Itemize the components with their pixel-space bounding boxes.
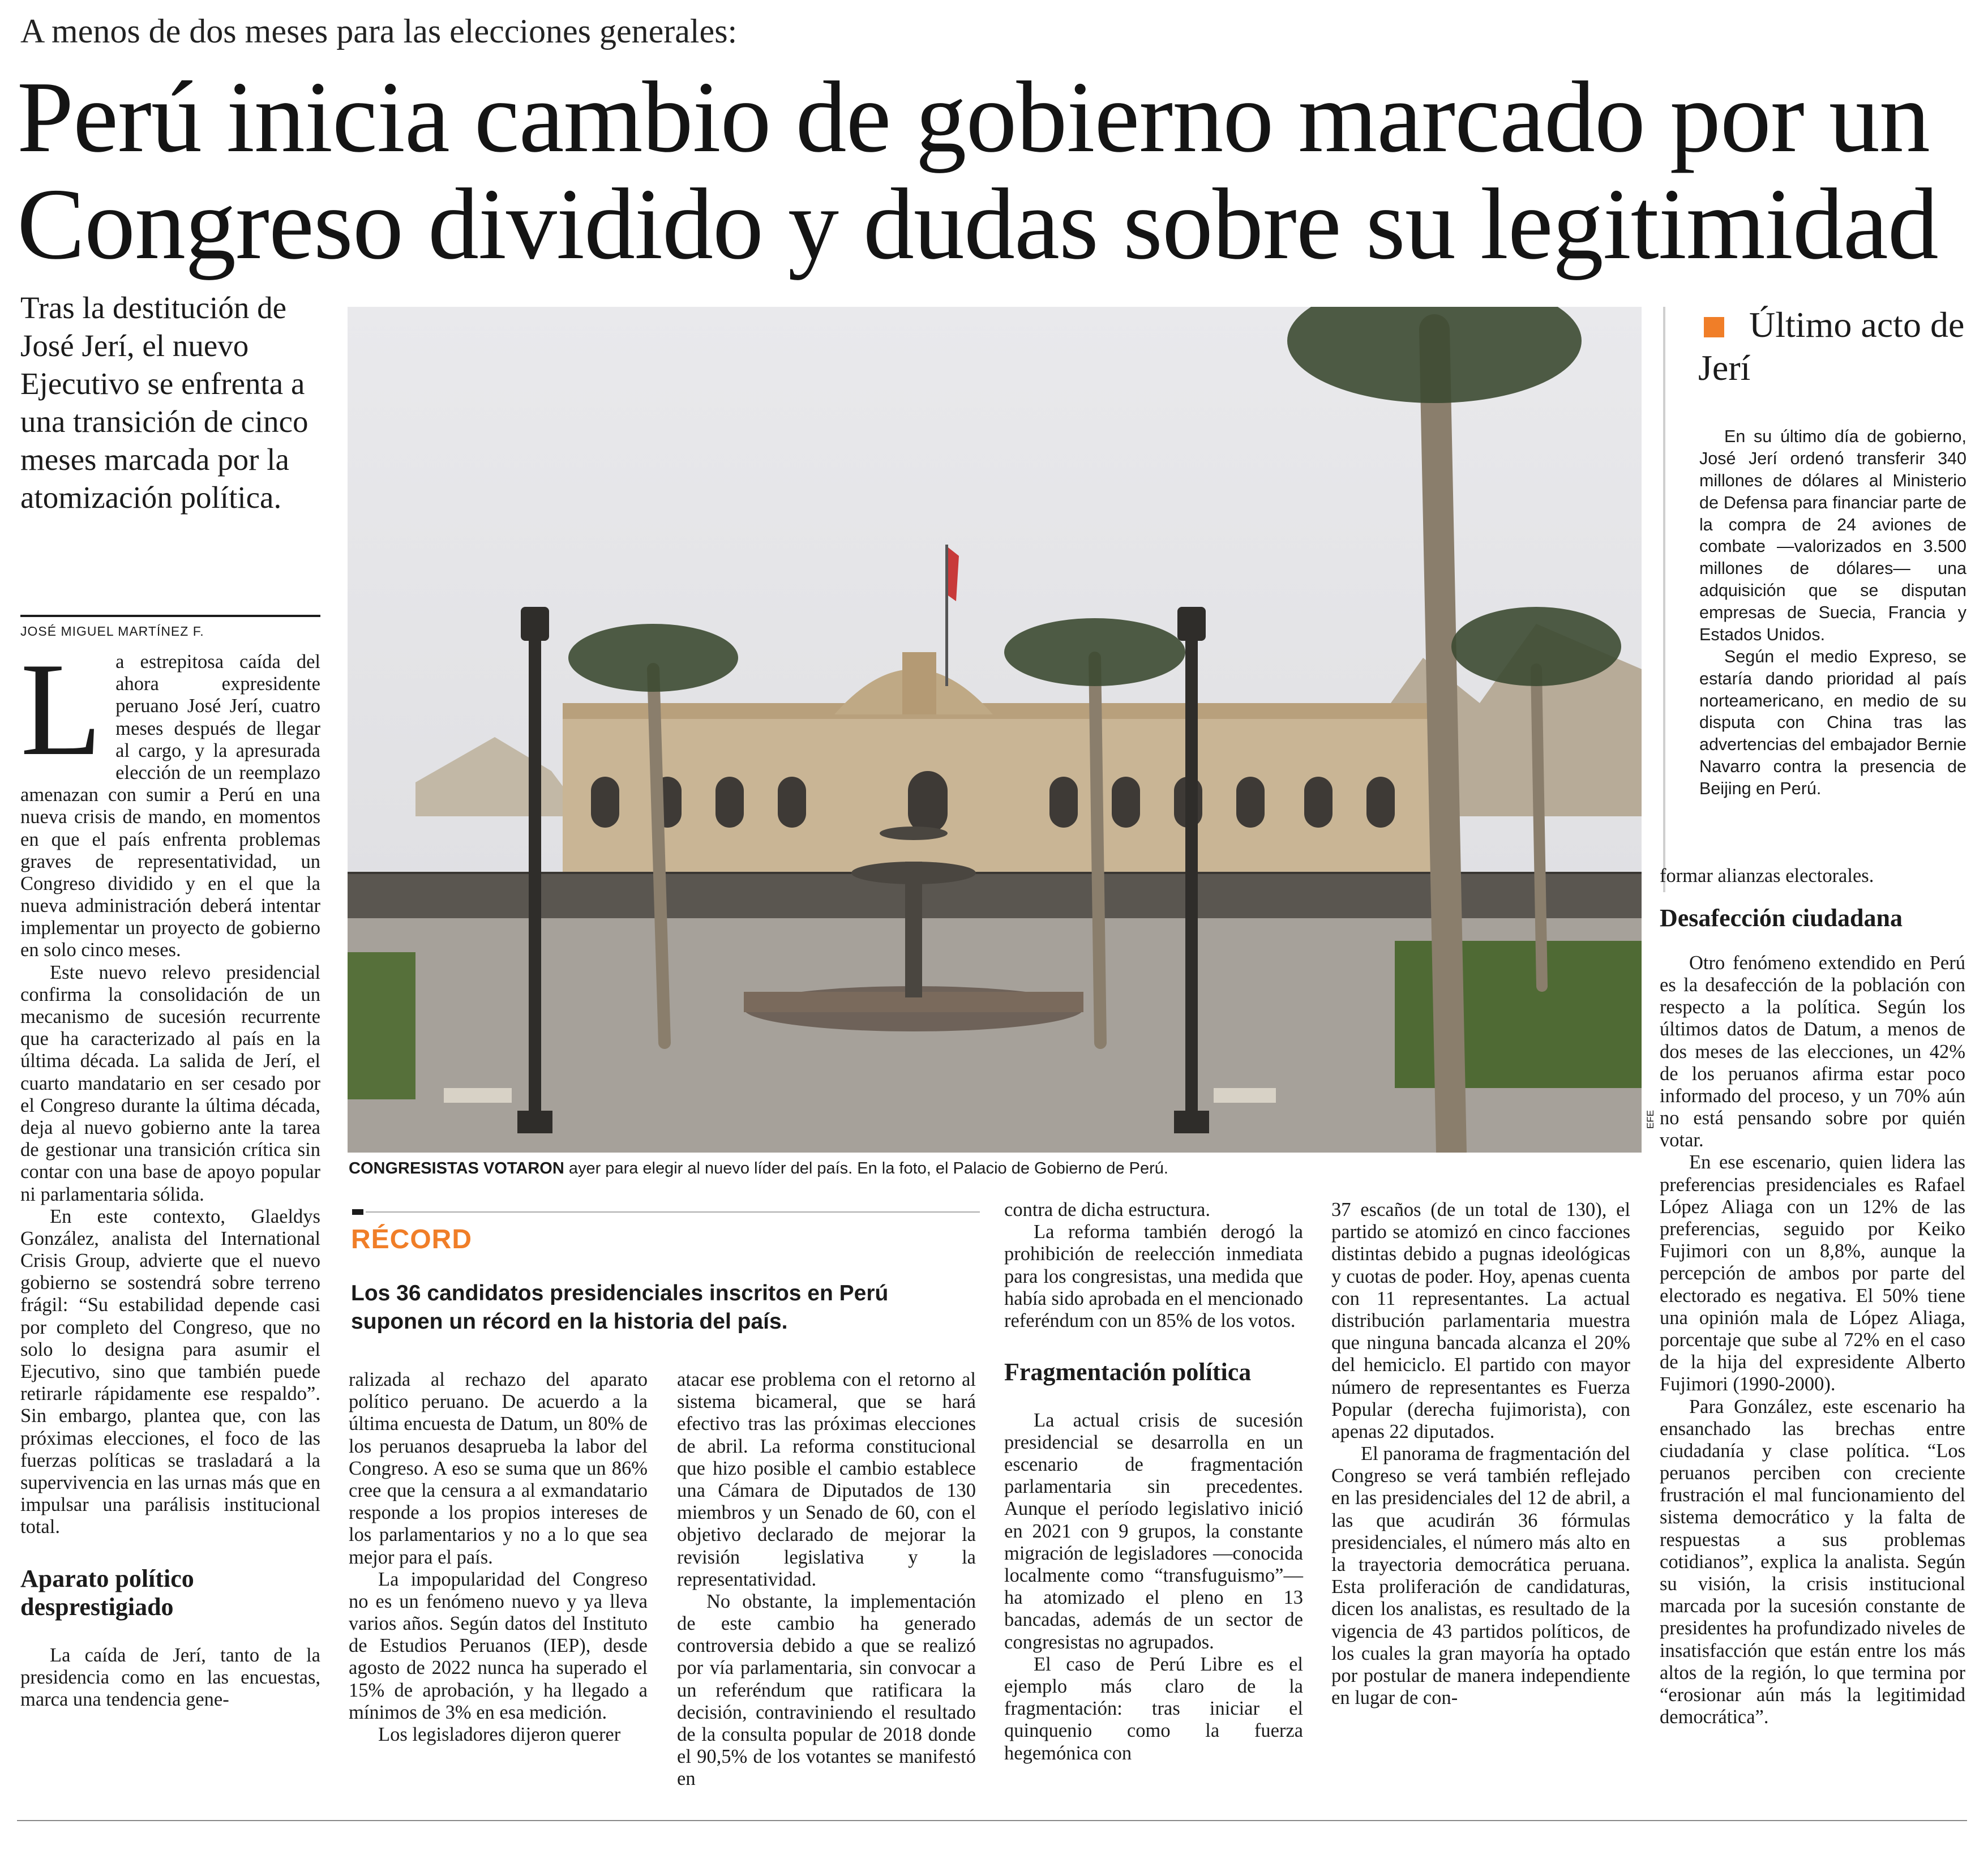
article-column-3	[677, 1369, 976, 1791]
photo-caption	[349, 1159, 1651, 1178]
article-column-1	[20, 636, 320, 1711]
record-label: RÉCORD	[351, 1224, 473, 1254]
main-photo	[348, 307, 1642, 1153]
paragraph: Para González, este escenario ha ensanchado las brechas entre ciudadanía y clase política. “Los peruanos perciben con creciente frustración el mal funcionamiento del sistema democrático y la falta de respuestas a sus problemas cotidianos”, explica la analista. Según su visión, la crisis institucional marcada por la sucesión constante de presidentes ha profundizado niveles de insatisfacción que están entre los más altos de la región, lo que termina por “erosionar aún más la legitimidad democrática”.	[1660, 1395, 1965, 1728]
sidebar-paragraph: Según el medio Expreso, se estaría dando prioridad al país norteamericano, en medio de su disputa con China tras las advertencias del embajador Bernie Navarro contra la presencia de Beijing en Perú.	[1699, 646, 1966, 798]
caption-lead: CONGRESISTAS VOTARON	[349, 1159, 564, 1177]
byline-rule	[20, 615, 320, 617]
paragraph: Otro fenómeno extendido en Perú es la desafección de la población con respecto a la política. Según los últimos datos de Datum, a menos de dos meses de las elecciones, un 42% de los peruanos afirma estar poco informado del proceso, y un 70% aún no está pensando sobre por quién votar.	[1660, 952, 1965, 1151]
sidebar-rule	[1663, 307, 1665, 892]
bottom-rule	[17, 1820, 1967, 1821]
paragraph: 37 escaños (de un total de 130), el partido se atomizó en cinco facciones distintas debido a pugnas ideológicas y cuotas de poder. Hoy, apenas cuenta con 11 representantes. La actual distribución parlamentaria muestra que ninguna bancada alcanza el 20% del hemiciclo. El partido con mayor número de representantes es Fuerza Popular (derecha fujimorista), con apenas 22 diputados.	[1331, 1199, 1630, 1442]
byline: JOSÉ MIGUEL MARTÍNEZ F.	[20, 624, 204, 639]
record-rule	[366, 1211, 980, 1213]
kicker: A menos de dos meses para las elecciones generales:	[20, 12, 738, 50]
lead-paragraph: La estrepitosa caída del ahora expresidente peruano José Jerí, cuatro meses después de llegar al cargo, y la apresurada elección de un reemplazo amenazan con sumir a Perú en una nueva crisis de mando, en momentos en que el país enfrenta problemas graves de representatividad, un Congreso dividido y en el que la nueva administración deberá intentar implementar un proyecto de gobierno en solo cinco meses.	[20, 636, 320, 961]
article-column-2	[349, 1369, 648, 1746]
paragraph: En ese escenario, quien lidera las preferencias presidenciales es Rafael López Aliaga con un 12% de las preferencias, seguido por Keiko Fujimori con un 8,8%, aunque la percepción de ambos por parte del electorado es negativa. El 50% tiene una opinión mala de López Aliaga, porcentaje que sube al 72% en el caso de la hija del expresidente Alberto Fujimori (1990-2000).	[1660, 1151, 1965, 1395]
headline	[17, 61, 1970, 280]
sidebar-paragraph: En su último día de gobierno, José Jerí ordenó transferir 340 millones de dólares al Ministerio de Defensa para financiar parte de la compra de 24 aviones de combate —valorizados en 3.500 millones de dólares— una adquisición que se disputan empresas de Suecia, Francia y Estados Unidos.	[1699, 427, 1966, 644]
drop-cap: L	[20, 636, 102, 783]
paragraph: atacar ese problema con el retorno al sistema bicameral, que se hará efectivo tras las próximas elecciones de abril. La reforma constitucional que hizo posible el cambio establece una Cámara de Diputados de 130 miembros y un Senado de 60, con el objetivo declarado de mejorar la revisión legislativa y la representatividad.	[677, 1369, 976, 1590]
paragraph: Este nuevo relevo presidencial confirma la consolidación de un mecanismo de sucesión recurrente que ha caracterizado al país en la última década. La salida de Jerí, el cuarto mandatario en ser cesado por el Congreso durante la última década, deja al nuevo gobierno ante la tarea de gestionar una transición crítica sin contar con una base de apoyo popular ni parlamentaria sólida.	[20, 961, 320, 1205]
standfirst: Tras la destitución de José Jerí, el nuevo Ejecutivo se enfrenta a una transición de cinco meses marcada por la atomización política.	[20, 290, 309, 515]
subheading: Desafección ciudadana	[1660, 904, 1903, 932]
paragraph: El panorama de fragmentación del Congreso se verá también reflejado en las presidenciales del 12 de abril, a las que acudirán 36 fórmulas presidenciales, el número más alto en la trayectoria democrática peruana. Esta proliferación de candidaturas, dicen los analistas, es resultado de la vigencia de 43 partidos políticos, de los cuales la gran mayoría ha optado por postular de manera independiente en lugar de con-	[1331, 1443, 1630, 1709]
paragraph: No obstante, la implementación de este cambio ha generado controversia debido a que se realizó por vía parlamentaria, sin convocar a un referéndum que ratificara la decisión, contraviniendo el resultado de la consulta popular de 2018 donde el 90,5% de los votantes se manifestó en	[677, 1590, 976, 1790]
photo-credit: EFE	[1645, 1110, 1656, 1129]
paragraph: La impopularidad del Congreso no es un fenómeno nuevo y ya lleva varios años. Según datos del Instituto de Estudios Peruanos (IEP), desde agosto de 2022 nunca ha superado el 15% de aprobación, y ha llegado a mínimos de 3% en esa medición.	[349, 1568, 648, 1723]
paragraph: contra de dicha estructura.	[1004, 1199, 1210, 1221]
paragraph: ralizada al rechazo del aparato político peruano. De acuerdo a la última encuesta de Datum, un 80% de los peruanos desaprueba la labor del Congreso. A eso se suma que un 86% cree que la censura a al exmandatario responde a los propios intereses de los parlamentarios y no a lo que sea mejor para el país.	[349, 1369, 648, 1568]
record-text: Los 36 candidatos presidenciales inscritos en Perú suponen un récord en la historia del país.	[351, 1281, 889, 1334]
paragraph: La reforma también derogó la prohibición de reelección inmediata para los congresistas, una medida que había sido aprobada en el mencionado referéndum con un 85% de los votos.	[1004, 1221, 1303, 1331]
paragraph: En este contexto, Glaeldys González, analista del International Crisis Group, advierte que el nuevo gobierno se sostendrá sobre terreno frágil: “Su estabilidad depende casi por completo del Congreso, que no solo lo designa para asumir el Ejecutivo, sino que también puede retirarle rápidamente ese respaldo”. Sin embargo, plantea que, con las próximas elecciones, el foco de las fuerzas políticas se trasladará a la supervivencia en las urnas más que en impulsar una parálisis institucional total.	[20, 1205, 320, 1538]
paragraph: La caída de Jerí, tanto de la presidencia como en las encuestas, marca una tendencia gene-	[20, 1644, 320, 1711]
record-marker	[352, 1209, 363, 1215]
sidebar-body	[1699, 426, 1966, 800]
sidebar-title: Último acto de Jerí	[1698, 305, 1965, 388]
paragraph: El caso de Perú Libre es el ejemplo más claro de la fragmentación: tras iniciar el quinquenio como la fuerza hegemónica con	[1004, 1653, 1303, 1764]
paragraph: formar alianzas electorales.	[1660, 865, 1874, 887]
headline-line-2: Congreso dividido y dudas sobre su legitimidad	[17, 168, 1938, 280]
article-column-5	[1331, 1199, 1630, 1709]
headline-line-1: Perú inicia cambio de gobierno marcado por un	[17, 61, 1930, 173]
paragraph: Los legisladores dijeron querer	[378, 1724, 621, 1745]
palace-photo-illustration	[348, 307, 1642, 1153]
article-column-6	[1660, 865, 1965, 1728]
paragraph: La actual crisis de sucesión presidencial se desarrolla en un escenario de fragmentación parlamentaria sin precedentes. Aunque el período legislativo inició en 2021 con 9 grupos, la constante migración de legisladores —conocida localmente como “transfuguismo”— ha atomizado el pleno en 13 bancadas, además de un sector de congresistas no agrupados.	[1004, 1409, 1303, 1653]
article-column-4	[1004, 1199, 1303, 1765]
caption-text: ayer para elegir al nuevo líder del país. En la foto, el Palacio de Gobierno de Perú.	[564, 1159, 1168, 1177]
subheading: Fragmentación política	[1004, 1358, 1252, 1386]
subheading: Aparato político desprestigiado	[20, 1564, 194, 1621]
